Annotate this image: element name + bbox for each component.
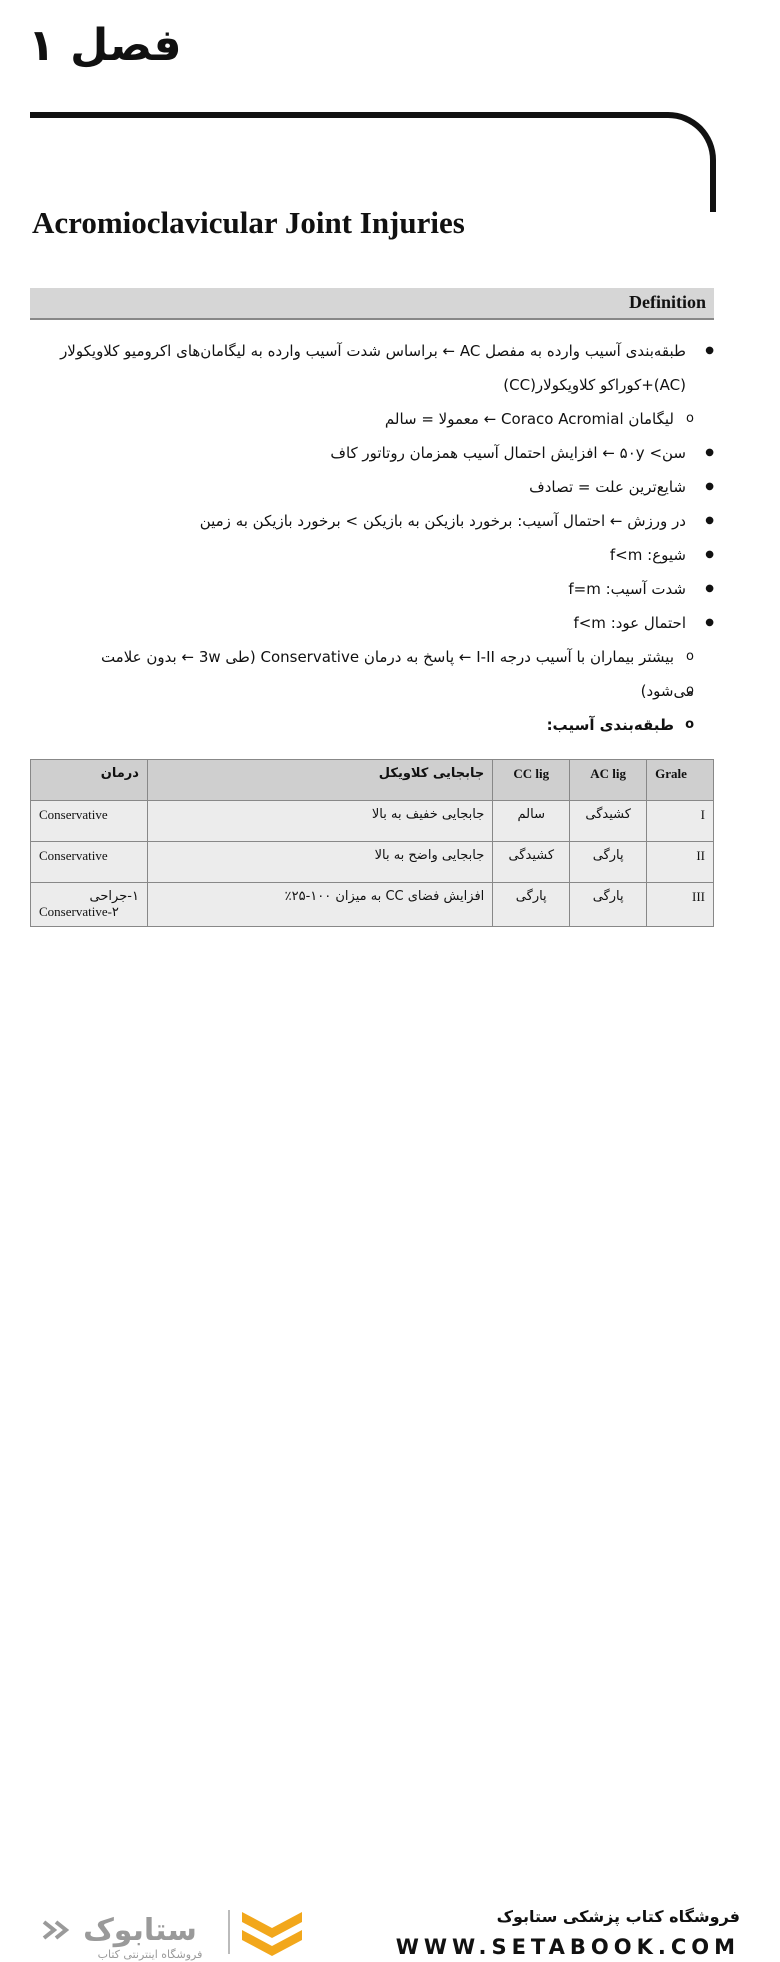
cell-displacement: افزایش فضای CC به میزان ۱۰۰-۲۵٪ [147, 883, 492, 927]
setabook-logo [30, 1900, 320, 1962]
table-header-row [31, 760, 714, 801]
cell-grade: II [647, 842, 714, 883]
cell-displacement: جابجایی خفیف به بالا [147, 801, 492, 842]
header-cc-lig: CC lig [493, 760, 570, 801]
shop-url: WWW.SETABOOK.COM [395, 1935, 740, 1959]
cell-treatment: Conservative [31, 842, 148, 883]
page-title: Acromioclavicular Joint Injuries [32, 205, 465, 240]
cell-displacement: جابجایی واضح به بالا [147, 842, 492, 883]
treatment-line-1: ۱-جراحی [89, 889, 139, 904]
list-item: ● شیوع: f<m [30, 538, 714, 572]
list-item: ● سن> ۵۰y ← افزایش احتمال آسیب همزمان روتاتور کاف [30, 436, 714, 470]
list-item: ● در ورزش ← احتمال آسیب: برخورد بازیکن به بازیکن > برخورد بازیکن به زمین [30, 504, 714, 538]
classification-table [30, 759, 714, 927]
cell-grade: III [647, 883, 714, 927]
cell-ac: کشیدگی [570, 801, 647, 842]
header-treatment: درمان [31, 760, 148, 801]
header-ac-lig: AC lig [570, 760, 647, 801]
chapter-frame [30, 112, 716, 212]
sub-list-item: o لیگامان Coraco Acromial ← معمولا = سالم [30, 402, 714, 436]
section-title: Definition [628, 292, 706, 312]
sub-list-item: o بیشتر بیماران با آسیب درجه I-II ← پاسخ به درمان Conservative (طی 3w ← بدون علامت [30, 640, 714, 674]
cell-cc: کشیدگی [493, 842, 570, 883]
list-item: ● شدت آسیب: f=m [30, 572, 714, 606]
cell-ac: پارگی [570, 883, 647, 927]
chapter-heading: فصل ۱ [28, 20, 182, 71]
list-item: ● طبقه‌بندی آسیب وارده به مفصل AC ← براساس شدت آسیب وارده به لیگامان‌های اکرومیو کلاویکولار [30, 334, 714, 368]
footer [0, 945, 780, 1961]
cell-cc: سالم [493, 801, 570, 842]
table-row [31, 801, 714, 842]
cell-grade: I [647, 801, 714, 842]
cell-treatment: Conservative [31, 801, 148, 842]
header-grade: Grale [647, 760, 714, 801]
section-bar [30, 288, 714, 320]
list-item-continuation: (AC)+کوراکو کلاویکولار(CC) [503, 376, 686, 394]
definition-content [30, 334, 714, 742]
logo-subtext: فروشگاه اینترنتی کتاب [97, 1948, 203, 1961]
sub-list-item: o طبقه‌بندی آسیب: [30, 708, 714, 742]
cell-treatment [31, 883, 148, 927]
cell-cc: پارگی [493, 883, 570, 927]
list-item: ● شایع‌ترین علت = تصادف [30, 470, 714, 504]
list-item: ● احتمال عود: f<m [30, 606, 714, 640]
treatment-line-2: Conservative-۲ [39, 904, 119, 919]
logo-text: ستابوک [83, 1913, 197, 1948]
table-row [31, 842, 714, 883]
sub-list-item-continuation: o می‌شود) [30, 674, 714, 708]
header-displacement: جابجایی کلاویکل [147, 760, 492, 801]
cell-ac: پارگی [570, 842, 647, 883]
shop-name: فروشگاه کتاب پزشکی ستابوک [496, 1907, 740, 1926]
table-row [31, 883, 714, 927]
